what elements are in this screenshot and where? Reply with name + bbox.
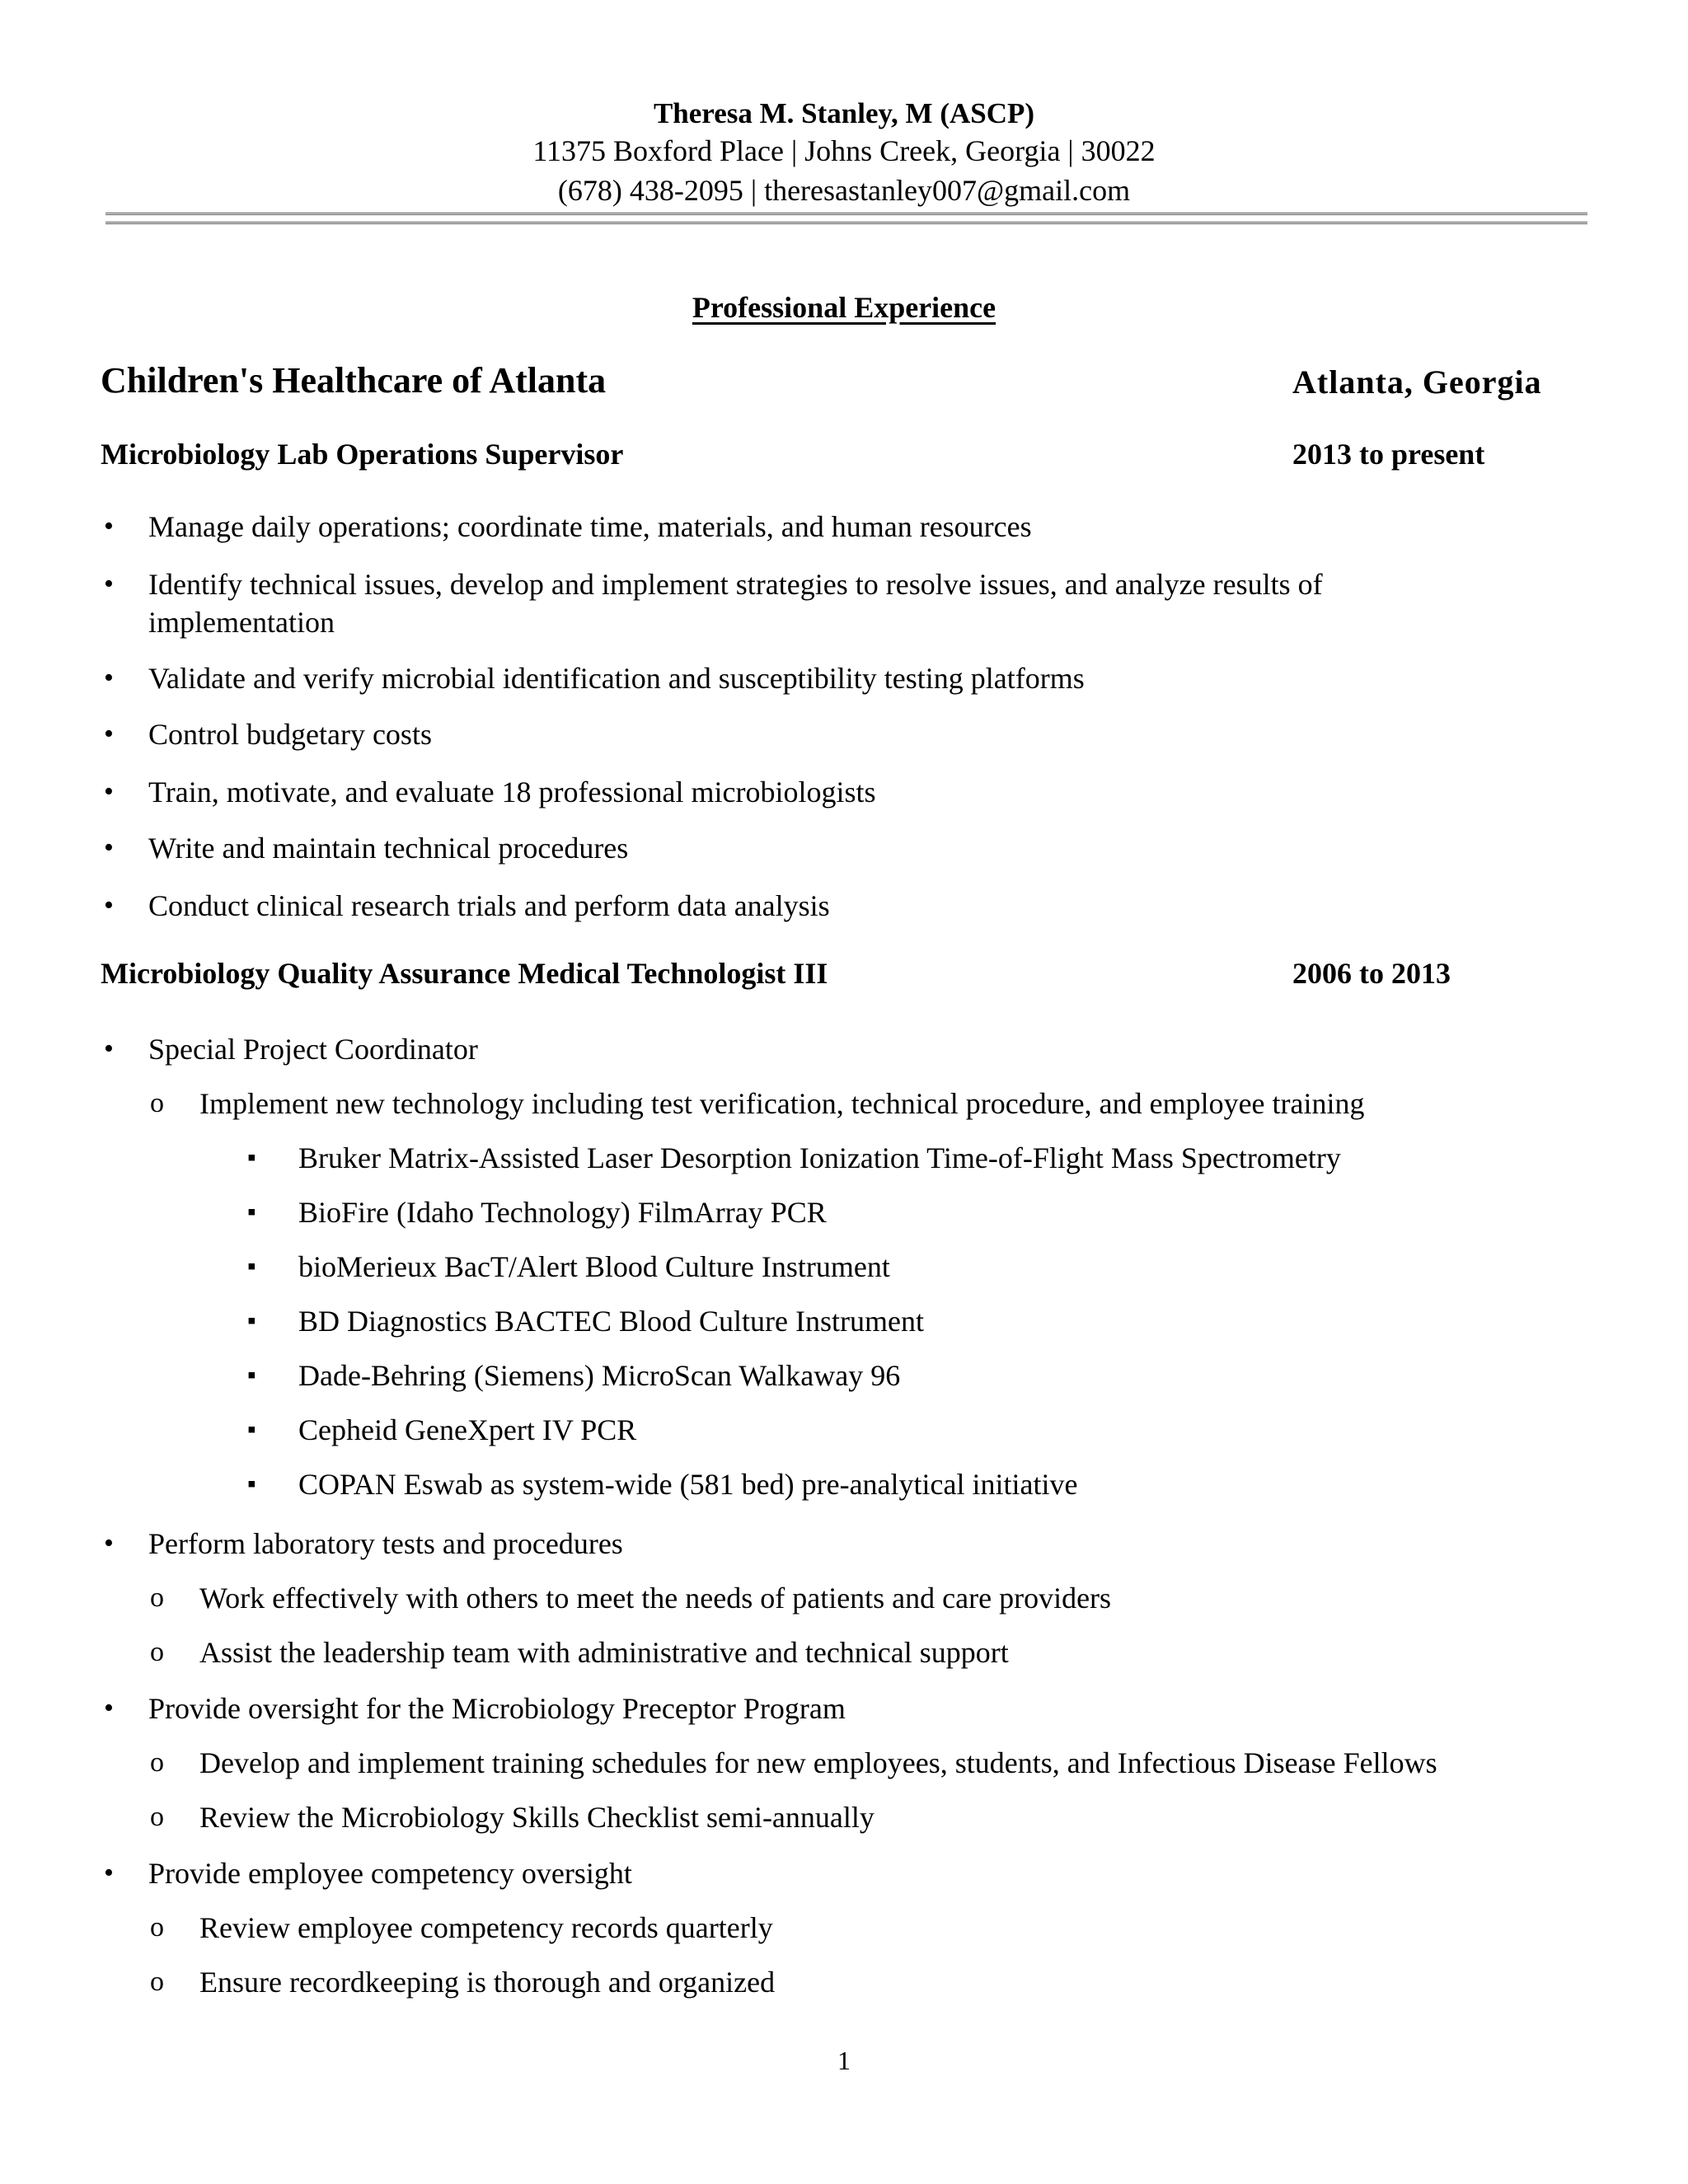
employer-name: Children's Healthcare of Atlanta bbox=[101, 360, 607, 401]
list-item: o Review employee competency records quarterly bbox=[199, 1909, 773, 1947]
list-item: • Provide employee competency oversight bbox=[148, 1854, 1467, 1892]
role-dates: 2013 to present bbox=[1292, 438, 1485, 471]
list-item: ▪ BioFire (Idaho Technology) FilmArray PCR bbox=[298, 1193, 827, 1231]
list-item: ▪ Dade-Behring (Siemens) MicroScan Walkaway 96 bbox=[298, 1357, 900, 1394]
section-title bbox=[0, 290, 1688, 325]
list-item: • Write and maintain technical procedures bbox=[148, 829, 1467, 867]
list-item: o Develop and implement training schedules for new employees, students, and Infectious Disease Fellows bbox=[199, 1744, 1437, 1782]
role-title: Microbiology Lab Operations Supervisor bbox=[101, 438, 624, 471]
list-item: • Special Project Coordinator bbox=[148, 1030, 1467, 1068]
list-item: ▪ Cepheid GeneXpert IV PCR bbox=[298, 1411, 636, 1449]
list-item: • Manage daily operations; coordinate time, materials, and human resources bbox=[148, 508, 1467, 546]
list-item: • Identify technical issues, develop and implement strategies to resolve issues, and analyze results of implementation bbox=[148, 565, 1467, 641]
role-dates: 2006 to 2013 bbox=[1292, 957, 1451, 990]
list-item: • Validate and verify microbial identification and susceptibility testing platforms bbox=[148, 659, 1467, 697]
list-item: o Work effectively with others to meet the needs of patients and care providers bbox=[199, 1579, 1111, 1617]
list-item: ▪ bioMerieux BacT/Alert Blood Culture Instrument bbox=[298, 1248, 890, 1286]
employer-location: Atlanta, Georgia bbox=[1292, 363, 1542, 401]
list-item: • Perform laboratory tests and procedures bbox=[148, 1525, 1467, 1563]
header-separator bbox=[106, 213, 1587, 224]
list-item: o Review the Microbiology Skills Checklist semi-annually bbox=[199, 1798, 874, 1836]
list-item: • Conduct clinical research trials and perform data analysis bbox=[148, 887, 1467, 925]
list-item: o Assist the leadership team with administrative and technical support bbox=[199, 1633, 1009, 1671]
list-item: ▪ Bruker Matrix-Assisted Laser Desorption Ionization Time-of-Flight Mass Spectrometry bbox=[298, 1139, 1341, 1177]
list-item: • Train, motivate, and evaluate 18 professional microbiologists bbox=[148, 773, 1467, 811]
role-title: Microbiology Quality Assurance Medical Technologist III bbox=[101, 957, 828, 990]
list-item: ▪ BD Diagnostics BACTEC Blood Culture Instrument bbox=[298, 1302, 924, 1340]
list-item: o Implement new technology including test verification, technical procedure, and employee training bbox=[199, 1085, 1365, 1122]
section-title-text: Professional Experience bbox=[692, 291, 996, 324]
address-line: 11375 Boxford Place | Johns Creek, Georgia | 30022 bbox=[532, 134, 1156, 167]
list-item: • Control budgetary costs bbox=[148, 715, 1467, 753]
list-item: ▪ COPAN Eswab as system-wide (581 bed) pre-analytical initiative bbox=[298, 1465, 1077, 1503]
list-item: o Ensure recordkeeping is thorough and organized bbox=[199, 1963, 775, 2001]
contact-line: (678) 438-2095 | theresastanley007@gmail.com bbox=[557, 174, 1131, 207]
candidate-name: Theresa M. Stanley, M (ASCP) bbox=[653, 97, 1035, 129]
page-number: 1 bbox=[837, 2046, 851, 2075]
list-item: • Provide oversight for the Microbiology Preceptor Program bbox=[148, 1690, 1467, 1727]
